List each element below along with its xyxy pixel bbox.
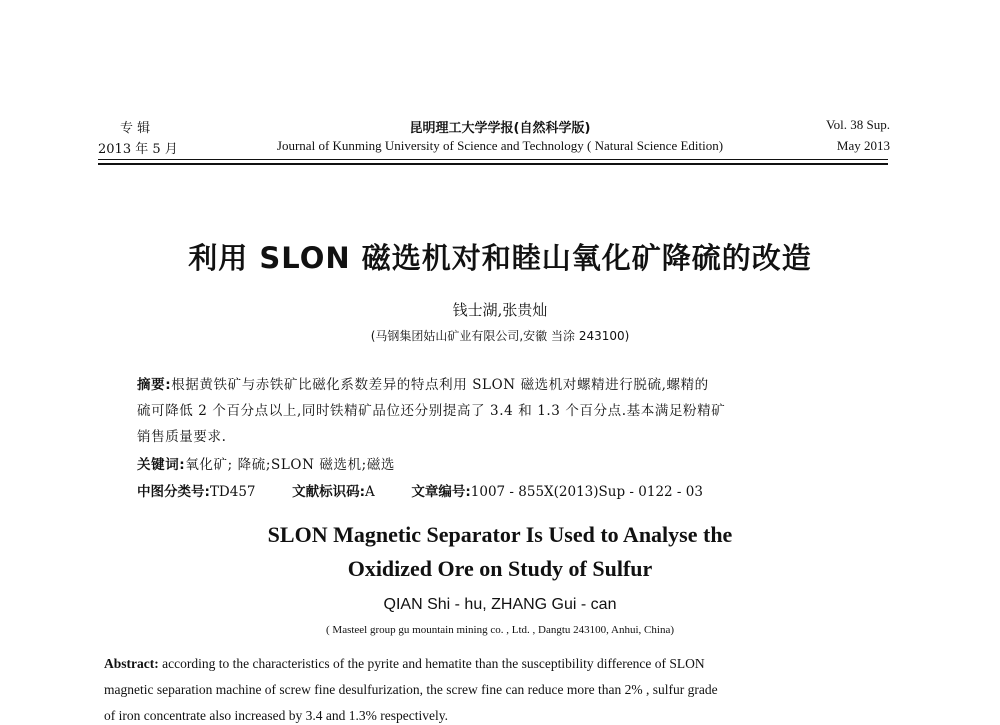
journal-name-en: Journal of Kunming University of Science and Technology ( Natural Science Edition): [276, 138, 724, 153]
doc-code-label: 文献标识码:: [292, 484, 366, 500]
article-number-label: 文章编号:: [411, 484, 471, 500]
affiliation-cn: (马钢集团姑山矿业有限公司,安徽 当涂 243100): [370, 329, 630, 343]
article-number-value: 1007 - 855X(2013)Sup - 0122 - 03: [470, 484, 703, 500]
abstract-cn-label: 摘要:: [137, 377, 172, 393]
authors-en: QIAN Shi - hu, ZHANG Gui - can: [383, 596, 617, 613]
affiliation-en: ( Masteel group gu mountain mining co. , Ltd. , Dangtu 243100, Anhui, China): [326, 624, 674, 636]
volume-info: Vol. 38 Sup.: [825, 117, 890, 132]
journal-name-cn: 昆明理工大学学报(自然科学版): [409, 121, 591, 136]
keywords-cn: [137, 453, 395, 473]
abstract-en-label: Abstract:: [104, 656, 159, 671]
abstract-en-line2: magnetic separation machine of screw fine desulfurization, the screw fine can reduce more than 2% , sulfur grade: [104, 682, 718, 697]
abstract-cn-text-1: 根据黄铁矿与赤铁矿比磁化系数差异的特点利用 SLON 磁选机对螺精进行脱硫,螺精的: [171, 377, 709, 393]
article-title-en-line2: Oxidized Ore on Study of Sulfur: [347, 556, 653, 581]
classification-line: [137, 480, 703, 500]
clc-value: TD457: [209, 484, 256, 500]
abstract-en-line1: [104, 656, 705, 672]
article-title-en-line1: SLON Magnetic Separator Is Used to Analyse the: [267, 522, 733, 547]
abstract-cn-line2: 硫可降低 2 个百分点以上,同时铁精矿品位还分别提高了 3.4 和 1.3 个百分点.基本满足粉精矿: [137, 403, 726, 419]
abstract-en-line3: of iron concentrate also increased by 3.4 and 1.3% respectively.: [104, 708, 448, 723]
doc-code-value: A: [365, 484, 375, 500]
article-title-cn: 利用 SLON 磁选机对和睦山氧化矿降硫的改造: [188, 241, 812, 275]
header-rule-thin: [98, 159, 888, 160]
header-rule-thick: [98, 163, 888, 165]
keywords-cn-text: 氧化矿; 降硫;SLON 磁选机;磁选: [185, 457, 396, 473]
keywords-cn-label: 关键词:: [137, 457, 186, 473]
abstract-en-text-1: according to the characteristics of the pyrite and hematite than the susceptibility difference of SLON: [162, 656, 705, 671]
journal-date-cn: 2013 年 5 月: [98, 142, 178, 157]
abstract-cn-line3: 销售质量要求.: [137, 429, 227, 445]
authors-cn: 钱士湖,张贵灿: [452, 301, 548, 319]
journal-section-label: 专 辑: [120, 121, 151, 136]
issue-date-en: May 2013: [836, 138, 890, 153]
clc-label: 中图分类号:: [137, 484, 210, 500]
abstract-cn-line1: [137, 373, 709, 393]
